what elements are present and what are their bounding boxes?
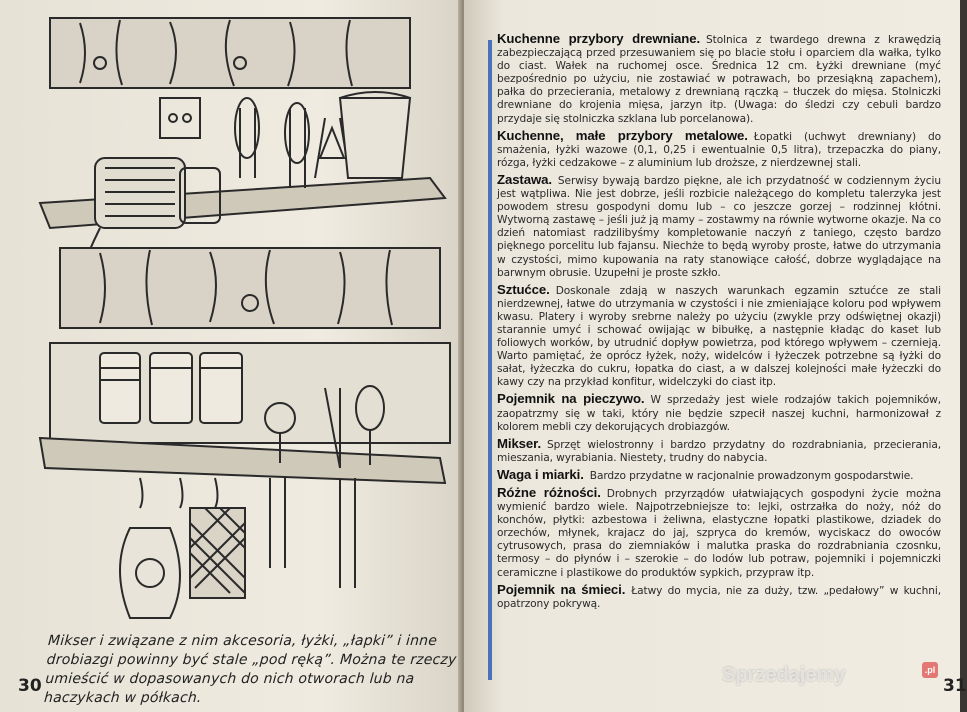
- section-body: Drobnych przyrządów ułatwiających gospodyni życie można wymienić bardzo wiele. Najpotrzebniejsze to: lejki, ostrzałka do noży, nóż do konchów, płytki: azbestowa i żeliwna, elastyczne łopatki plastikowe, dziadek do orzechów, młynek, krajacz do jaj, szpryca do kremów, wyciskacz do owoców cytrusowych, prasa do ziemniaków i malutka praska do rozdrabniania czosnku, termosy – do płynów i – szerokie – do lodów lub potraw, pojemniki i pojemniczki ceramiczne i plastikowe do produktów sypkich, przypraw itp.: [497, 488, 941, 579]
- kitchen-shelves-illustration: [40, 8, 460, 638]
- left-page: [0, 0, 462, 712]
- section-body: Serwisy bywają bardzo piękne, ale ich przydatność w codziennym życiu jest wątpliwa. Nie jest dobrze, jeśli rozbicie należącego do kompletu talerzyka jest powodem stresu gospodyni domu lub – co jeszcze gorzej – rodzinnej kłótni. Wytworną zastawę – jeśli już ją mamy – zostawmy na równie wytworne okazje. Na co dzień natomiast radzilibyśmy kompletowanie naczyń z taniego, często bardzo pięknego porcelitu lub fajansu. Niechże to będą wyroby proste, łatwe do utrzymania w czystości, mimo kupowania na raty stanowiące całość, dobrze wyglądające na barwnym obrusie. Uzupełni je proste szkło.: [497, 174, 941, 279]
- section-body: Doskonale zdają w naszych warunkach egzamin sztućce ze stali nierdzewnej, łatwe do utrzymania w czystości i nie zmieniające koloru pod wpływem kwasu. Platery i wyroby srebrne należy po użyciu (zwykle przy odświętnej okazji) starannie umyć i schować owijając w bibułkę, a następnie kładąc do kaset lub foliowych worków, by utrudnić dopływ powietrza, pod którego wpływem – czernieją. Warto pamiętać, że oprócz łyżek, noży, widelców i łyżeczek potrzebne są łyżki do sałat, łyżeczka do cukru, łopatka do ciast, a w dalszej kolejności małe łyżeczki do kawy czy na przykład konfitur, widelczyki do ciast itp.: [497, 284, 941, 389]
- section-heading: Kuchenne przybory drewniane.: [497, 31, 701, 46]
- section-heading: Mikser.: [497, 435, 542, 451]
- margin-marker-bar: [488, 40, 492, 680]
- section-mixer: [497, 437, 941, 465]
- section-heading: Sztućce.: [497, 281, 550, 297]
- section-tableware: [497, 173, 941, 280]
- section-heading: Waga i miarki.: [497, 466, 584, 482]
- section-trash-bin: [497, 583, 941, 611]
- section-body: Łopatki (uchwyt drewniany) do smażenia, łyżki wazowe (0,1, 0,25 i ewentualnie 0,5 litra), trzepaczka do piany, rózga, łyżki cedzakowe – z aluminium lub droższe, z nierdzewnej stali.: [497, 130, 941, 169]
- illustration-caption: Mikser i związane z nim akcesoria, łyżki, „łapki” i inne drobiazgi powinny być stale „pod ręką”. Można te rzeczy umieścić w dopasowanych do nich otworach lub na haczykach w półkach.: [43, 633, 458, 706]
- section-bread-box: [497, 392, 941, 433]
- section-miscellaneous: [497, 486, 941, 580]
- page-number-left: 30: [18, 676, 42, 696]
- section-body: W sprzedaży jest wiele rodzajów takich pojemników, zaopatrzmy się w taki, który nie będzie szpecił naszej kuchni, harmonizował z kolorem mebli czy dekorujących drobiazgów.: [497, 394, 941, 433]
- section-heading: Pojemnik na śmieci.: [497, 581, 626, 597]
- right-page-text: [497, 32, 941, 614]
- page-number-right: 31: [943, 676, 967, 696]
- section-body: Bardzo przydatne w racjonalnie prowadzonym gospodarstwie.: [589, 469, 914, 482]
- section-cutlery: [497, 283, 941, 390]
- section-heading: Zastawa.: [497, 171, 552, 187]
- section-heading: Różne różności.: [497, 485, 601, 500]
- section-body: Stolnica z twardego drewna z krawędzią zabezpieczającą przed przesuwaniem się po blacie stołu i oparciem dla wałka, tylko do ciast. Wałek na ruchomej osce. Średnica 12 cm. Łyżki drewniane (myć bezpośrednio po użyciu, nie zostawiać w potrawach, bo przesiąkną zapachem), pałka do przecierania, metalowy z drewnianą rączką – tłuczek do mięsa. Stolniczki drewniane do krojenia mięsa, jarzyn itp. (Uwaga: do śledzi czy cebuli bardzo przydaje się stolniczka szklana lub porcelanowa).: [497, 34, 941, 125]
- section-heading: Kuchenne, małe przybory metalowe.: [497, 127, 748, 143]
- section-body: Sprzęt wielostronny i bardzo przydatny do rozdrabniania, przecierania, mieszania, wyrabiania. Niestety, trudny do nabycia.: [497, 438, 941, 464]
- section-metal-utensils: [497, 129, 941, 170]
- section-body: Łatwy do mycia, nie za duży, tzw. „pedałowy” w kuchni, opatrzony pokrywą.: [497, 584, 941, 610]
- section-heading: Pojemnik na pieczywo.: [497, 391, 645, 407]
- watermark-text: Sprzedajemy: [722, 664, 846, 686]
- section-scales: [497, 468, 941, 483]
- section-wooden-utensils: [497, 32, 941, 126]
- watermark-badge: .pl: [922, 662, 938, 678]
